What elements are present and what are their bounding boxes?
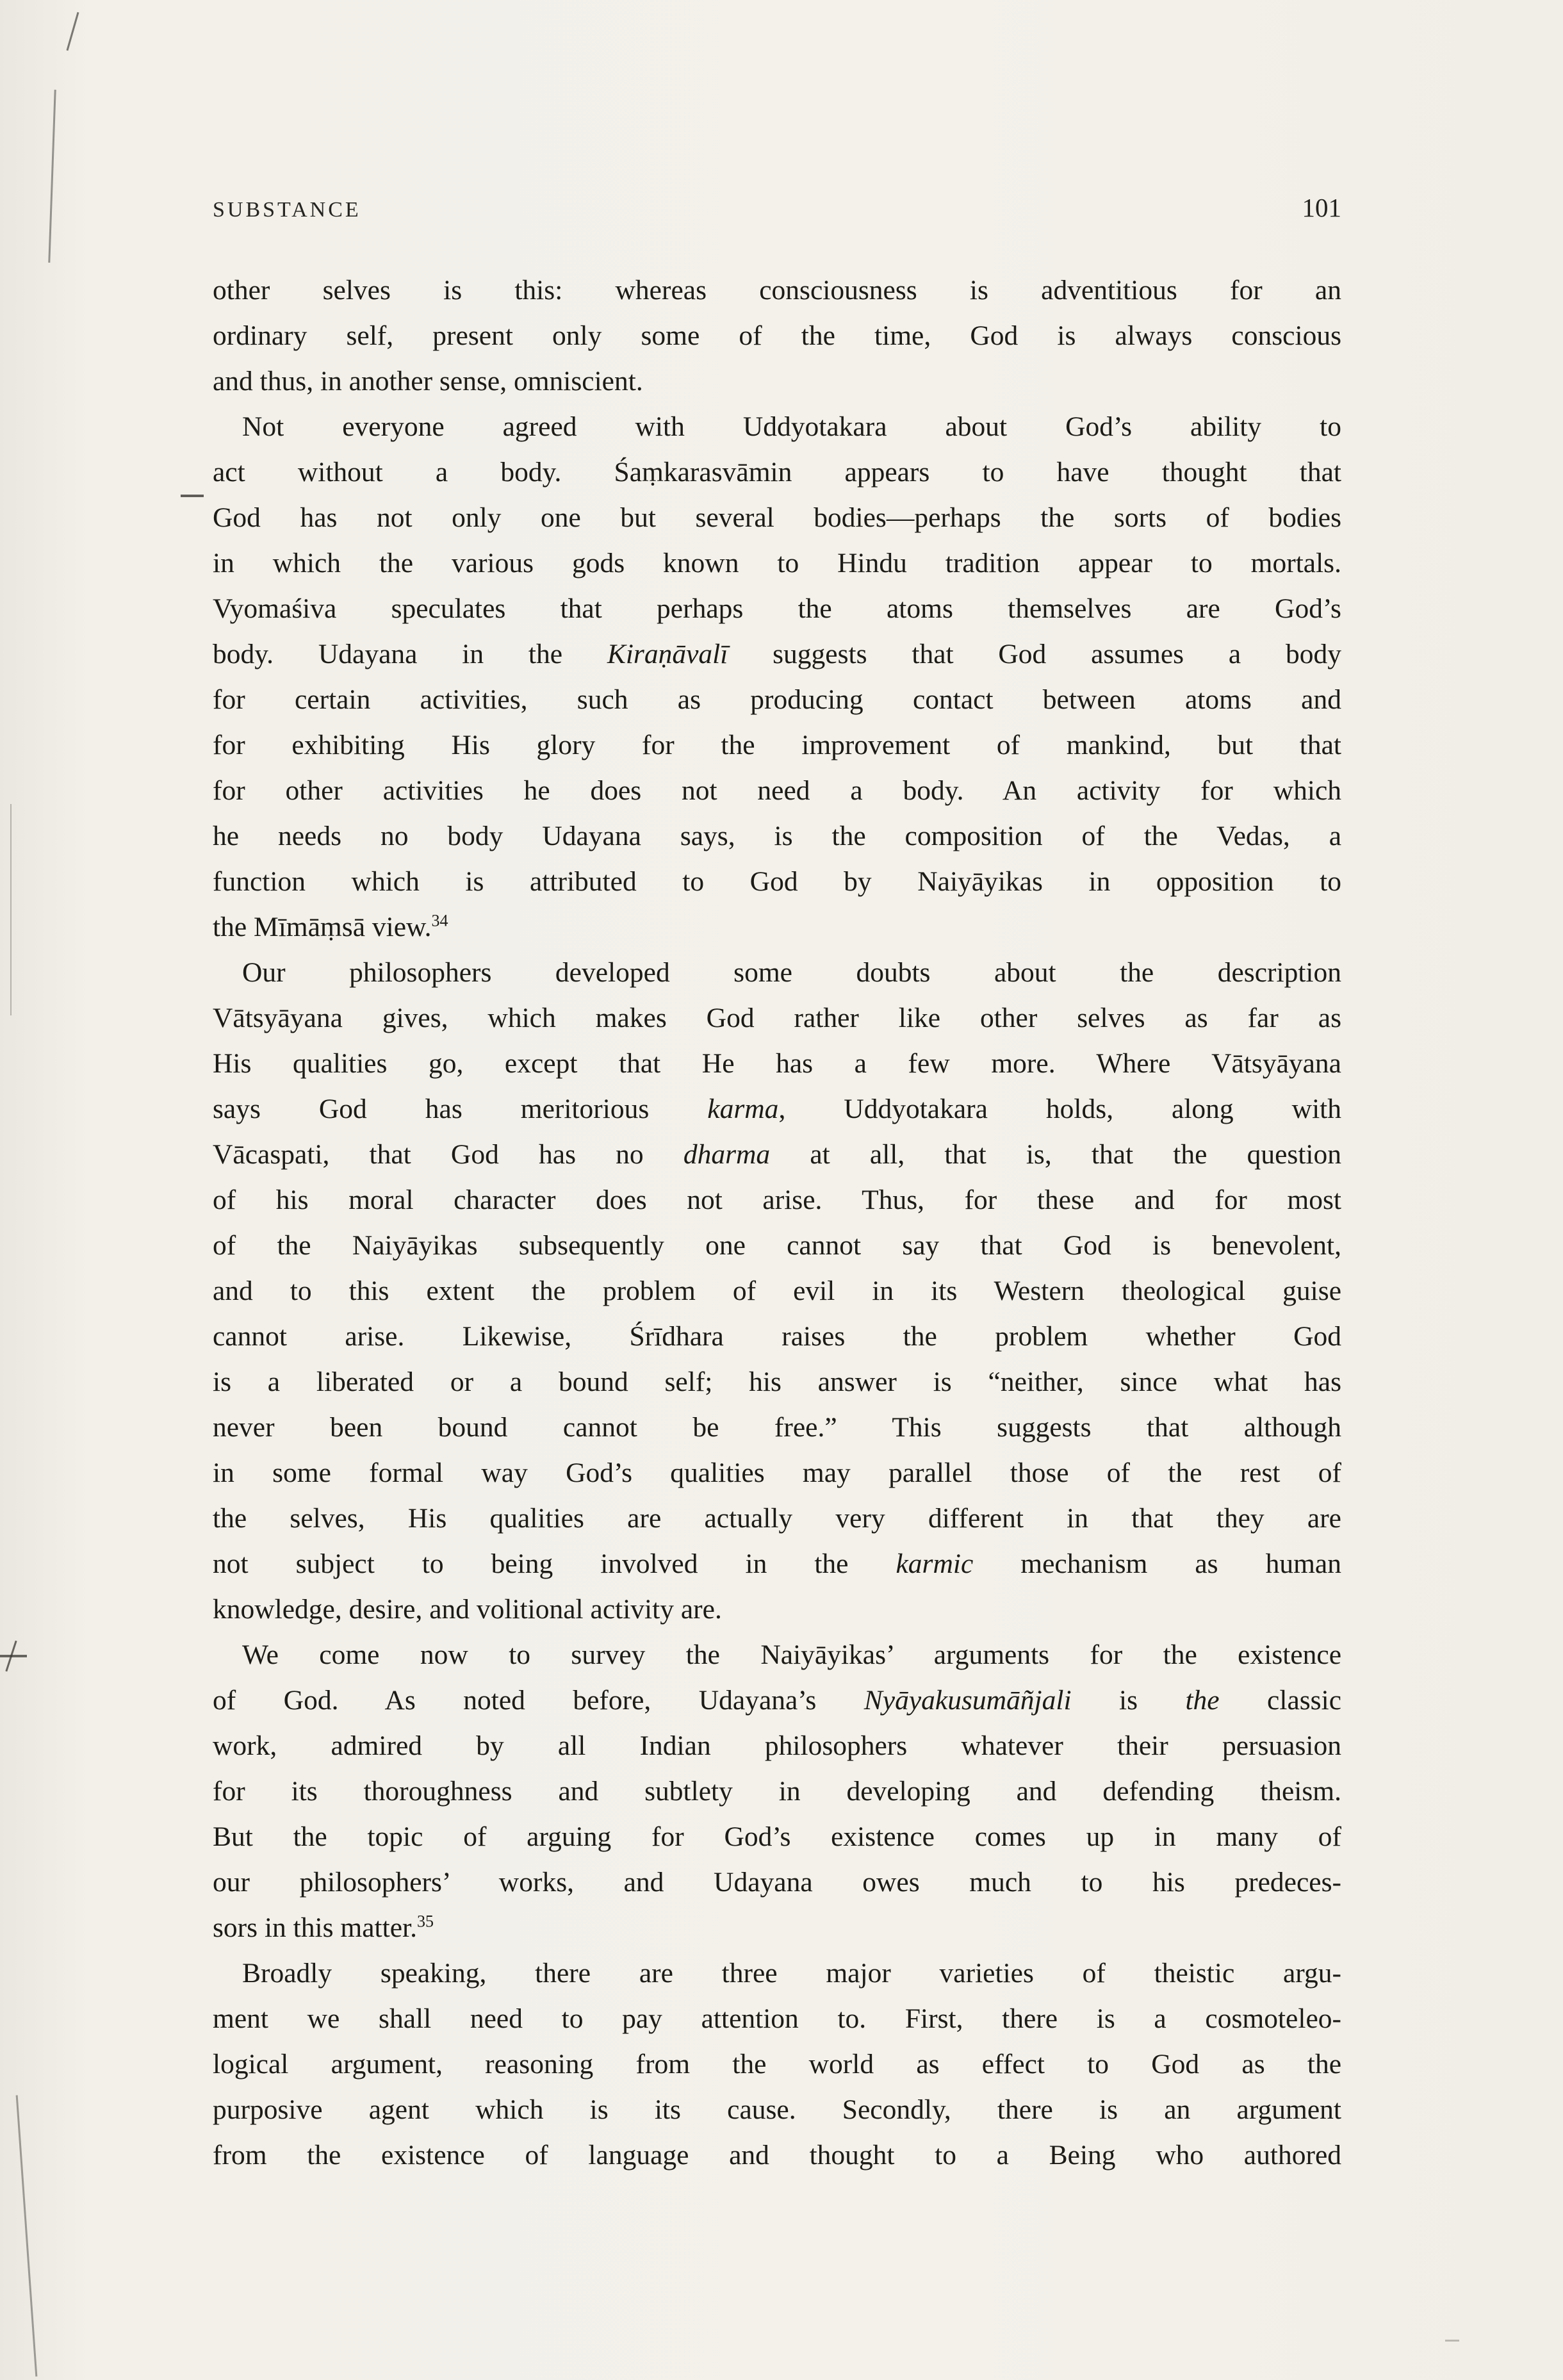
text-run: from the existence of language and thought to a Being who authored [213,2140,1341,2171]
text-run: Not everyone agreed with Uddyotakara about God’s ability to [242,411,1341,442]
text-line [213,2042,1341,2087]
footnote-reference: 34 [431,911,448,930]
text-line [213,1951,1341,1996]
text-line [213,905,1341,950]
text-line [213,1496,1341,1541]
text-line [213,1769,1341,1814]
paragraph [213,1632,1341,1951]
text-line [213,1178,1341,1223]
text-run: for its thoroughness and subtlety in developing and defending theism. [213,1776,1341,1807]
text-run: Broadly speaking, there are three major varieties of theistic argu- [242,1958,1341,1989]
text-run: the selves, His qualities are actually very different in that they are [213,1503,1341,1534]
text-run: of his moral character does not arise. Thus, for these and for most [213,1185,1341,1215]
text-run: We come now to survey the Naiyāyikas’ arguments for the existence [242,1639,1341,1670]
text-run: not subject to being involved in the [213,1548,896,1579]
text-line [213,1860,1341,1905]
text-run: says God has meritorious [213,1094,708,1124]
text-run: for other activities he does not need a body. An activity for which [213,775,1341,806]
text-run: is [1071,1685,1186,1716]
text-line [213,950,1341,996]
text-block [213,268,1341,2178]
text-run: for certain activities, such as producing contact between atoms and [213,684,1341,715]
italic-run: karma [707,1094,779,1124]
text-line [213,541,1341,586]
scan-artifact-left-stroke-upper [48,90,56,263]
text-run: , Uddyotakara holds, along with [778,1094,1341,1124]
italic-run: Nyāyakusumāñjali [863,1685,1072,1716]
italic-run: karmic [896,1548,974,1579]
text-line [213,814,1341,859]
text-run: function which is attributed to God by Naiyāyikas in opposition to [213,866,1341,897]
text-run: Vyomaśiva speculates that perhaps the atoms themselves are God’s [213,593,1341,624]
text-line [213,495,1341,541]
text-line [213,1814,1341,1860]
paragraph [213,404,1341,950]
text-run: purposive agent which is its cause. Secondly, there is an argument [213,2094,1341,2125]
text-run: our philosophers’ works, and Udayana owes much to his predeces- [213,1867,1341,1898]
italic-run: the [1185,1685,1220,1716]
text-line [213,1268,1341,1314]
text-line [213,313,1341,359]
scan-artifact-margin-dash [181,495,204,497]
text-line [213,450,1341,495]
scan-artifact-bottom-left-curve [16,2095,38,2376]
text-line [213,1723,1341,1769]
text-line [213,1587,1341,1632]
text-run: in which the various gods known to Hindu tradition appear to mortals. [213,548,1341,579]
text-line [213,268,1341,313]
scan-artifact-left-cross-bar [0,1655,27,1657]
text-line [213,996,1341,1041]
text-run: His qualities go, except that He has a few more. Where Vātsyāyana [213,1048,1341,1079]
text-run: never been bound cannot be free.” This suggests that although [213,1412,1341,1443]
text-line [213,1541,1341,1587]
text-line [213,1905,1341,1951]
text-line [213,1041,1341,1087]
text-line [213,1678,1341,1723]
text-line [213,404,1341,450]
text-line [213,632,1341,677]
text-run: for exhibiting His glory for the improvement of mankind, but that [213,730,1341,760]
text-run: act without a body. Śaṃkarasvāmin appears to have thought that [213,457,1341,488]
text-run: sors in this matter. [213,1912,417,1943]
scan-artifact-top-left-tick [67,12,79,51]
text-run: he needs no body Udayana says, is the composition of the Vedas, a [213,821,1341,851]
text-run: Vācaspati, that God has no [213,1139,683,1170]
paragraph [213,268,1341,404]
text-run: of God. As noted before, Udayana’s [213,1685,864,1716]
text-run: other selves is this: whereas consciousness is adventitious for an [213,275,1341,306]
running-head: SUBSTANCE [213,198,361,222]
paragraph [213,950,1341,1632]
text-run: in some formal way God’s qualities may parallel those of the rest of [213,1457,1341,1488]
text-run: and thus, in another sense, omniscient. [213,366,643,397]
text-run: knowledge, desire, and volitional activity are. [213,1594,722,1625]
text-run: ordinary self, present only some of the time, God is always conscious [213,320,1341,351]
text-line [213,1314,1341,1359]
text-run: and to this extent the problem of evil in its Western theological guise [213,1276,1341,1306]
text-run: is a liberated or a bound self; his answer is “neither, since what has [213,1366,1341,1397]
text-run: work, admired by all Indian philosophers whatever their persuasion [213,1730,1341,1761]
text-line [213,2133,1341,2178]
text-line [213,768,1341,814]
text-line [213,1450,1341,1496]
text-line [213,359,1341,404]
text-run: at all, that is, that the question [770,1139,1341,1170]
text-line [213,1405,1341,1450]
scan-artifact-bottom-right-dash [1445,2340,1459,2342]
text-line [213,1359,1341,1405]
text-line [213,723,1341,768]
page-header [213,192,1341,223]
text-line [213,677,1341,723]
italic-run: dharma [683,1139,771,1170]
text-run: of the Naiyāyikas subsequently one cannot say that God is benevolent, [213,1230,1341,1261]
scan-artifact-left-stroke-middle [10,804,12,1015]
text-line [213,2087,1341,2133]
text-line [213,1223,1341,1268]
text-run: mechanism as human [973,1548,1341,1579]
text-line [213,1632,1341,1678]
text-run: logical argument, reasoning from the world as effect to God as the [213,2049,1341,2080]
text-line [213,586,1341,632]
text-line [213,1132,1341,1178]
text-run: cannot arise. Likewise, Śrīdhara raises the problem whether God [213,1321,1341,1352]
text-run: God has not only one but several bodies—perhaps the sorts of bodies [213,502,1341,533]
page-number: 101 [1302,193,1341,222]
text-run: ment we shall need to pay attention to. First, there is a cosmoteleo- [213,2003,1341,2034]
text-run: Vātsyāyana gives, which makes God rather like other selves as far as [213,1003,1341,1033]
paragraph [213,1951,1341,2178]
text-line [213,1087,1341,1132]
text-run: body. Udayana in the [213,639,607,669]
text-run: But the topic of arguing for God’s existence comes up in many of [213,1821,1341,1852]
text-run: suggests that God assumes a body [728,639,1341,669]
italic-run: Kiraṇāvalī [607,639,728,669]
text-run: the Mīmāṃsā view. [213,912,432,942]
text-run: classic [1219,1685,1342,1716]
footnote-reference: 35 [417,1912,434,1931]
text-line [213,859,1341,905]
text-line [213,1996,1341,2042]
text-run: Our philosophers developed some doubts about the description [242,957,1341,988]
